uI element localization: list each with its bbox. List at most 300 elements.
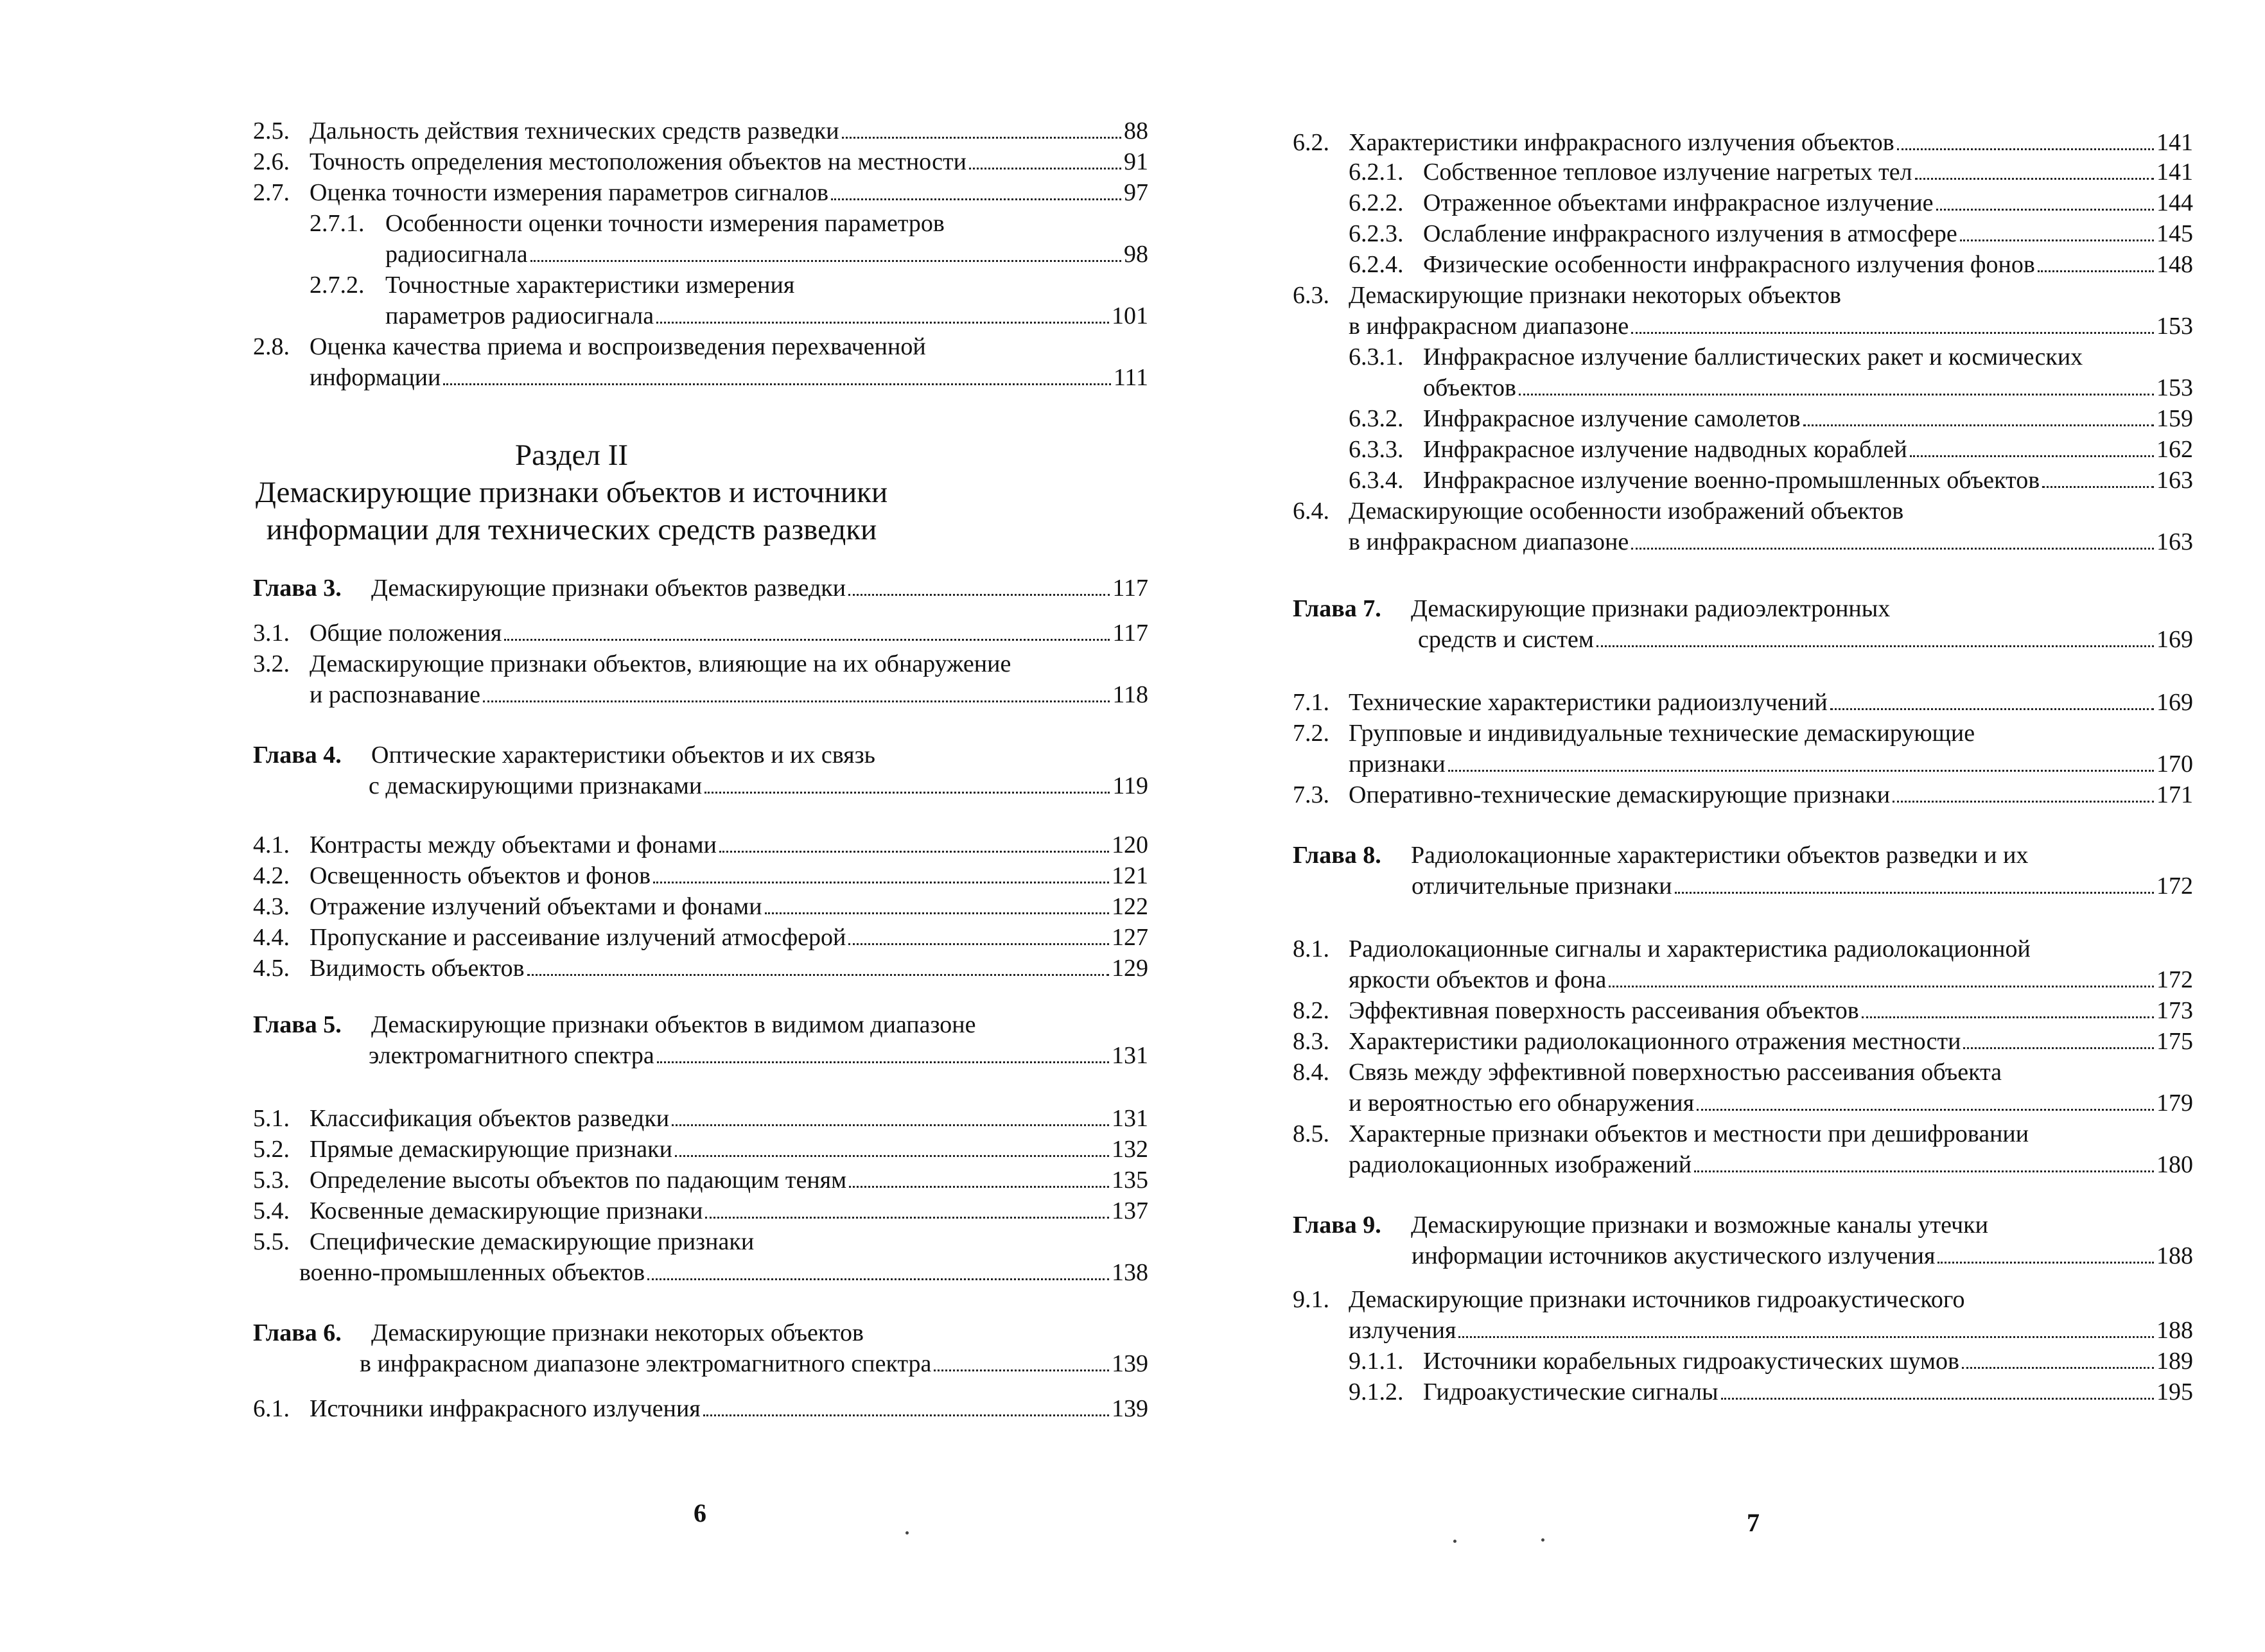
entry-title: отличительные признаки: [1412, 873, 1672, 900]
toc-entry: [1293, 779, 2193, 810]
entry-number: 6.3.: [1293, 282, 1329, 309]
toc-entry: [1349, 403, 2193, 434]
entry-number: 2.5.: [253, 117, 290, 144]
toc-entry: [253, 573, 1148, 604]
toc-entry: [1349, 218, 2193, 249]
entry-title: Технические характеристики радиоизлучений: [1349, 689, 1828, 716]
toc-entry: [253, 1393, 1148, 1424]
dot-leader: [1458, 1336, 2154, 1338]
page-ref: 127: [1112, 924, 1148, 951]
dot-leader: [647, 1278, 1109, 1280]
toc-line: [1293, 1057, 2193, 1088]
page-ref: 153: [2156, 313, 2193, 340]
dot-leader: [1937, 1262, 2154, 1264]
toc-line: [253, 1393, 1148, 1424]
entry-title: Точностные характеристики измерения: [385, 272, 795, 299]
toc-entry: [253, 922, 1148, 953]
section-title-line-2: информации для технических средств разведки: [266, 513, 877, 546]
entry-title: Инфракрасное излучение самолетов: [1423, 405, 1801, 432]
dot-leader: [1803, 424, 2154, 426]
entry-number: 9.1.1.: [1349, 1348, 1404, 1375]
dot-leader: [704, 792, 1110, 794]
toc-entry: [1293, 127, 2193, 158]
chapter-label: Глава 9.: [1293, 1212, 1381, 1239]
entry-title: Связь между эффективной поверхностью рассеивания объекта: [1349, 1059, 2002, 1086]
entry-title: Демаскирующие признаки источников гидроакустического: [1349, 1286, 1965, 1313]
toc-line: [253, 1196, 1148, 1226]
dot-leader: [1697, 1109, 2154, 1111]
scan-speck: [1541, 1538, 1544, 1542]
toc-line: [1293, 1315, 2193, 1346]
entry-title: Демаскирующие признаки объектов, влияющие на их обнаружение: [310, 650, 1011, 677]
dot-leader: [2042, 486, 2154, 488]
entry-number: 4.4.: [253, 924, 290, 951]
page-ref: 145: [2156, 220, 2193, 247]
dot-leader: [848, 594, 1110, 596]
entry-title: с демаскирующими признаками: [369, 772, 703, 799]
page-ref: 117: [1112, 620, 1148, 647]
entry-title: Радиолокационные характеристики объектов разведки и их: [1411, 842, 2029, 869]
page-ref: 173: [2156, 997, 2193, 1024]
entry-number: 4.3.: [253, 893, 290, 920]
toc-entry: [253, 1103, 1148, 1134]
toc-line: [253, 1103, 1148, 1134]
dot-leader: [765, 912, 1109, 914]
toc-line: [1293, 871, 2193, 901]
entry-title: в инфракрасном диапазоне: [1349, 528, 1629, 555]
chapter-label: Глава 4.: [253, 742, 342, 769]
entry-title: Источники инфракрасного излучения: [310, 1395, 701, 1422]
toc-line: [253, 1165, 1148, 1196]
page-ref: 120: [1112, 831, 1148, 858]
dot-leader: [849, 1186, 1109, 1188]
toc-entry: [253, 1009, 1148, 1071]
entry-title: Ослабление инфракрасного излучения в атмосфере: [1423, 220, 1957, 247]
entry-title: радиосигнала: [385, 241, 528, 268]
page-ref: 122: [1112, 893, 1148, 920]
entry-number: 6.1.: [253, 1395, 290, 1422]
entry-number: 2.7.1.: [310, 210, 365, 237]
entry-number: 4.1.: [253, 831, 290, 858]
entry-number: 3.1.: [253, 620, 290, 647]
dot-leader: [657, 1061, 1109, 1063]
section-title-line-1: Демаскирующие признаки объектов и источники: [255, 476, 888, 509]
toc-entry: [310, 208, 1148, 270]
entry-title: информации источников акустического излучения: [1412, 1242, 1936, 1269]
dot-leader: [1675, 892, 2154, 894]
toc-line: [253, 1317, 1148, 1348]
entry-title: Радиолокационные сигналы и характеристика радиолокационной: [1349, 935, 2031, 962]
entry-title: Характерные признаки объектов и местности при дешифровании: [1349, 1120, 2029, 1147]
dot-leader: [1448, 770, 2154, 772]
page-ref: 138: [1112, 1259, 1148, 1286]
page-ref: 162: [2156, 436, 2193, 463]
toc-line: [253, 679, 1148, 710]
entry-number: 5.1.: [253, 1105, 290, 1132]
toc-line: [1293, 1088, 2193, 1118]
dot-leader: [1897, 148, 2154, 150]
entry-title: Оценка качества приема и воспроизведения перехваченной: [310, 333, 926, 360]
page-ref: 111: [1113, 364, 1148, 391]
page-ref: 118: [1112, 681, 1148, 708]
page-ref: 135: [1112, 1167, 1148, 1194]
entry-number: 9.1.2.: [1349, 1378, 1404, 1405]
toc-entry: [253, 953, 1148, 984]
entry-number: 8.3.: [1293, 1028, 1329, 1055]
entry-number: 3.2.: [253, 650, 290, 677]
entry-title: Гидроакустические сигналы: [1423, 1378, 1718, 1405]
toc-entry: [253, 830, 1148, 860]
page-ref: 159: [2156, 405, 2193, 432]
page-ref: 180: [2156, 1151, 2193, 1178]
entry-number: 9.1.: [1293, 1286, 1329, 1313]
toc-line: [1293, 311, 2193, 342]
entry-number: 6.3.4.: [1349, 467, 1404, 494]
toc-line: [1349, 403, 2193, 434]
page-ref: 98: [1124, 241, 1148, 268]
dot-leader: [1936, 209, 2154, 211]
entry-title: Оптические характеристики объектов и их связь: [371, 742, 875, 769]
toc-line: [1349, 249, 2193, 280]
toc-line: [1293, 593, 2193, 624]
toc-entry: [253, 1196, 1148, 1226]
entry-title: Демаскирующие признаки и возможные каналы утечки: [1411, 1212, 1988, 1239]
toc-entry: [253, 740, 1148, 801]
toc-entry: [1349, 465, 2193, 496]
entry-title: Контрасты между объектами и фонами: [310, 831, 717, 858]
toc-entry: [1293, 496, 2193, 557]
toc-line: [1349, 218, 2193, 249]
entry-title: Физические особенности инфракрасного излучения фонов: [1423, 251, 2035, 278]
toc-entry: [1293, 934, 2193, 995]
toc-line: [310, 300, 1148, 331]
page-ref: 129: [1112, 955, 1148, 982]
dot-leader: [1915, 178, 2154, 180]
dot-leader: [656, 322, 1109, 324]
entry-number: 2.8.: [253, 333, 290, 360]
page-ref: 195: [2156, 1378, 2193, 1405]
toc-entry: [253, 1226, 1148, 1288]
dot-leader: [1519, 394, 2154, 396]
entry-title: Демаскирующие особенности изображений объектов: [1349, 498, 1904, 525]
entry-title: Особенности оценки точности измерения параметров: [385, 210, 945, 237]
toc-line: [1293, 1149, 2193, 1180]
page-ref: 137: [1112, 1197, 1148, 1224]
toc-line: [1293, 526, 2193, 557]
entry-title: Инфракрасное излучение военно-промышленных объектов: [1423, 467, 2040, 494]
toc-line: [253, 116, 1148, 146]
toc-entry: [253, 648, 1148, 710]
toc-entry: [1293, 1026, 2193, 1057]
entry-title: Общие положения: [310, 620, 502, 647]
toc-line: [253, 891, 1148, 922]
entry-title: Источники корабельных гидроакустических шумов: [1423, 1348, 1959, 1375]
page-ref: 141: [2156, 129, 2193, 156]
toc-entry: [1293, 840, 2193, 901]
dot-leader: [1960, 239, 2154, 241]
entry-title: Характеристики инфракрасного излучения объектов: [1349, 129, 1894, 156]
page-ref: 163: [2156, 467, 2193, 494]
entry-number: 7.3.: [1293, 781, 1329, 808]
toc-line: [1293, 934, 2193, 964]
toc-line: [253, 573, 1148, 604]
entry-title: Видимость объектов: [310, 955, 525, 982]
entry-title: Прямые демаскирующие признаки: [310, 1136, 672, 1163]
entry-title: Инфракрасное излучение надводных кораблей: [1423, 436, 1907, 463]
dot-leader: [672, 1124, 1109, 1126]
dot-leader: [842, 137, 1121, 139]
entry-number: 2.7.: [253, 179, 290, 206]
entry-title: в инфракрасном диапазоне: [1349, 313, 1629, 340]
dot-leader: [2038, 270, 2154, 272]
toc-entry: [1349, 1346, 2193, 1377]
toc-line: [253, 648, 1148, 679]
toc-entry: [1349, 249, 2193, 280]
page-ref: 121: [1112, 862, 1148, 889]
dot-leader: [1830, 708, 2154, 710]
entry-title: средств и систем: [1418, 626, 1594, 653]
toc-entry: [253, 331, 1148, 393]
entry-title: Собственное тепловое излучение нагретых тел: [1423, 159, 1912, 186]
dot-leader: [1962, 1367, 2154, 1369]
page-ref: 131: [1112, 1105, 1148, 1132]
entry-title: параметров радиосигнала: [385, 302, 654, 329]
dot-leader: [1609, 986, 2154, 987]
toc-entry: [1293, 1057, 2193, 1118]
dot-leader: [1721, 1398, 2154, 1400]
entry-number: 5.4.: [253, 1197, 290, 1224]
entry-title: Пропускание и рассеивание излучений атмосферой: [310, 924, 846, 951]
entry-title: информации: [310, 364, 441, 391]
toc-line: [1349, 1377, 2193, 1407]
toc-line: [1293, 995, 2193, 1026]
entry-number: 5.3.: [253, 1167, 290, 1194]
toc-line: [253, 1348, 1148, 1379]
toc-line: [1293, 496, 2193, 526]
entry-title: Отражение излучений объектами и фонами: [310, 893, 762, 920]
page-ref: 169: [2156, 689, 2193, 716]
page-number-right: 7: [1747, 1508, 1760, 1537]
page-ref: 171: [2156, 781, 2193, 808]
page-ref: 88: [1124, 117, 1148, 144]
toc-line: [1293, 1284, 2193, 1315]
entry-number: 6.3.3.: [1349, 436, 1404, 463]
toc-line: [310, 239, 1148, 270]
page-ref: 101: [1112, 302, 1148, 329]
toc-entry: [253, 1134, 1148, 1165]
dot-leader: [1694, 1170, 2154, 1172]
entry-number: 6.2.1.: [1349, 159, 1404, 186]
toc-line: [253, 362, 1148, 393]
entry-number: 8.2.: [1293, 997, 1329, 1024]
toc-entry: [1293, 593, 2193, 655]
page-ref: 148: [2156, 251, 2193, 278]
toc-line: [1293, 718, 2193, 749]
page-ref: 153: [2156, 374, 2193, 401]
toc-line: [253, 618, 1148, 648]
page-ref: 189: [2156, 1348, 2193, 1375]
entry-number: 2.7.2.: [310, 272, 365, 299]
page-number-left: 6: [694, 1499, 706, 1527]
toc-line: [253, 1009, 1148, 1040]
toc-line: [253, 953, 1148, 984]
entry-title: в инфракрасном диапазоне электромагнитного спектра: [360, 1350, 932, 1377]
entry-title: яркости объектов и фона: [1349, 966, 1607, 993]
entry-title: военно-промышленных объектов: [299, 1259, 645, 1286]
entry-title: Специфические демаскирующие признаки: [310, 1228, 755, 1255]
page-ref: 97: [1124, 179, 1148, 206]
entry-title: и вероятностью его обнаружения: [1349, 1090, 1695, 1117]
toc-line: [1293, 687, 2193, 718]
toc-line: [253, 331, 1148, 362]
entry-number: 6.3.2.: [1349, 405, 1404, 432]
toc-entry: [1293, 995, 2193, 1026]
entry-number: 6.2.3.: [1349, 220, 1404, 247]
toc-line: [1293, 840, 2193, 871]
entry-title: Демаскирующие признаки некоторых объектов: [1349, 282, 1841, 309]
page-ref: 188: [2156, 1242, 2193, 1269]
entry-title: Классификация объектов разведки: [310, 1105, 670, 1132]
toc-line: [253, 1257, 1148, 1288]
entry-title: Демаскирующие признаки объектов разведки: [371, 575, 846, 602]
toc-entry: [1293, 1210, 2193, 1271]
toc-entry: [253, 116, 1148, 146]
dot-leader: [705, 1217, 1109, 1219]
entry-title: Косвенные демаскирующие признаки: [310, 1197, 703, 1224]
toc-line: [253, 1040, 1148, 1071]
toc-line: [253, 740, 1148, 770]
toc-line: [253, 1226, 1148, 1257]
toc-entry: [1349, 434, 2193, 465]
toc-line: [310, 270, 1148, 300]
dot-leader: [443, 383, 1110, 385]
entry-title: Точность определения местоположения объектов на местности: [310, 148, 966, 175]
page-ref: 144: [2156, 189, 2193, 216]
dot-leader: [848, 943, 1109, 945]
chapter-label: Глава 3.: [253, 575, 342, 602]
toc-line: [253, 830, 1148, 860]
toc-entry: [1293, 718, 2193, 779]
section-heading: [244, 437, 899, 548]
entry-title: Демаскирующие признаки радиоэлектронных: [1411, 595, 1891, 622]
dot-leader: [934, 1369, 1109, 1371]
chapter-label: Глава 7.: [1293, 595, 1381, 622]
toc-line: [253, 922, 1148, 953]
toc-line: [1293, 964, 2193, 995]
toc-line: [1349, 342, 2193, 372]
entry-title: Освещенность объектов и фонов: [310, 862, 651, 889]
toc-entry: [1293, 1284, 2193, 1346]
entry-number: 2.6.: [253, 148, 290, 175]
chapter-label: Глава 8.: [1293, 842, 1381, 869]
entry-title: признаки: [1349, 751, 1446, 778]
toc-line: [1293, 1026, 2193, 1057]
toc-line: [1349, 157, 2193, 187]
toc-entry: [253, 891, 1148, 922]
dot-leader: [504, 639, 1110, 641]
toc-entry: [1349, 157, 2193, 187]
page-ref: 179: [2156, 1090, 2193, 1117]
page-ref: 131: [1112, 1042, 1148, 1069]
page-ref: 139: [1112, 1395, 1148, 1422]
toc-line: [1349, 187, 2193, 218]
entry-title: Характеристики радиолокационного отражения местности: [1349, 1028, 1961, 1055]
toc-entry: [253, 860, 1148, 891]
entry-title: Оперативно-технические демаскирующие признаки: [1349, 781, 1891, 808]
toc-entry: [1293, 280, 2193, 342]
page-ref: 119: [1112, 772, 1148, 799]
toc-entry: [253, 1165, 1148, 1196]
entry-title: радиолокационных изображений: [1349, 1151, 1692, 1178]
page-ref: 117: [1112, 575, 1148, 602]
toc-line: [1293, 127, 2193, 158]
entry-title: Инфракрасное излучение баллистических ракет и космических: [1423, 343, 2083, 370]
toc-line: [1349, 434, 2193, 465]
toc-line: [1293, 1118, 2193, 1149]
entry-number: 6.2.4.: [1349, 251, 1404, 278]
dot-leader: [1631, 548, 2154, 550]
dot-leader: [969, 168, 1121, 170]
entry-number: 6.2.2.: [1349, 189, 1404, 216]
entry-number: 7.1.: [1293, 689, 1329, 716]
page-ref: 175: [2156, 1028, 2193, 1055]
toc-entry: [253, 146, 1148, 177]
entry-title: и распознавание: [310, 681, 480, 708]
toc-entry: [1349, 1377, 2193, 1407]
page-ref: 163: [2156, 528, 2193, 555]
chapter-label: Глава 5.: [253, 1011, 342, 1038]
dot-leader: [1963, 1047, 2154, 1049]
page-ref: 132: [1112, 1136, 1148, 1163]
entry-number: 5.2.: [253, 1136, 290, 1163]
dot-leader: [530, 260, 1121, 262]
entry-number: 4.5.: [253, 955, 290, 982]
page-ref: 91: [1124, 148, 1148, 175]
entry-number: 6.3.1.: [1349, 343, 1404, 370]
entry-number: 8.1.: [1293, 935, 1329, 962]
page-ref: 141: [2156, 159, 2193, 186]
toc-line: [1293, 1210, 2193, 1240]
entry-title: Дальность действия технических средств разведки: [310, 117, 839, 144]
entry-title: объектов: [1423, 374, 1516, 401]
toc-entry: [253, 177, 1148, 208]
entry-title: Определение высоты объектов по падающим теням: [310, 1167, 847, 1194]
page-ref: 169: [2156, 626, 2193, 653]
entry-title: Оценка точности измерения параметров сигналов: [310, 179, 829, 206]
entry-number: 4.2.: [253, 862, 290, 889]
entry-number: 7.2.: [1293, 720, 1329, 747]
entry-number: 5.5.: [253, 1228, 290, 1255]
toc-line: [253, 860, 1148, 891]
dot-leader: [483, 700, 1110, 702]
entry-title: Групповые и индивидуальные технические демаскирующие: [1349, 720, 1975, 747]
dot-leader: [1893, 801, 2154, 803]
entry-number: 6.2.: [1293, 129, 1329, 156]
dot-leader: [1596, 645, 2154, 647]
toc-line: [1349, 465, 2193, 496]
dot-leader: [675, 1155, 1109, 1157]
dot-leader: [527, 974, 1109, 976]
toc-line: [1293, 749, 2193, 779]
dot-leader: [1631, 332, 2154, 334]
entry-number: 6.4.: [1293, 498, 1329, 525]
page-ref: 172: [2156, 966, 2193, 993]
dot-leader: [653, 882, 1109, 883]
scan-speck: [1453, 1540, 1456, 1543]
dot-leader: [1910, 455, 2154, 457]
chapter-label: Глава 6.: [253, 1319, 342, 1346]
toc-entry: [253, 1317, 1148, 1379]
